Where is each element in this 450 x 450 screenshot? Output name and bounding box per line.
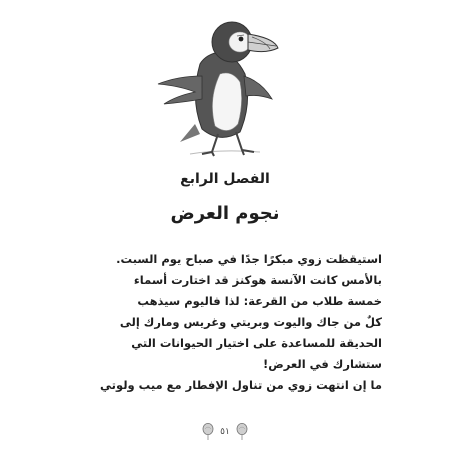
body-line: بالأمس كانت الآنسة هوكنز قد اختارت أسماء <box>133 273 382 287</box>
body-line: استيقظت زوي مبكرًا جدًا في صباح يوم السبت. <box>116 252 382 266</box>
balloon-icon <box>202 423 214 441</box>
body-line: الحديقة للمساعدة على اختيار الحيوانات التي <box>131 336 382 350</box>
chapter-title: نجوم العرض <box>170 203 280 224</box>
page-number: ٥١ <box>220 427 230 437</box>
balloon-icon <box>236 423 248 441</box>
body-line: كلٌ من جاك واليوت وبريتي وغريس ومارك إلى <box>119 315 382 329</box>
puffin-illustration <box>140 4 300 164</box>
body-text <box>86 249 382 396</box>
chapter-label: الفصل الرابع <box>180 171 270 187</box>
page-footer <box>0 422 450 442</box>
body-line: خمسة طلاب من القرعة: لذا فاليوم سيذهب <box>137 294 382 308</box>
body-line: ستشارك في العرض! <box>263 357 382 371</box>
body-line: ما إن انتهت زوي من تناول الإفطار مع ميب ولوتي <box>100 378 382 392</box>
